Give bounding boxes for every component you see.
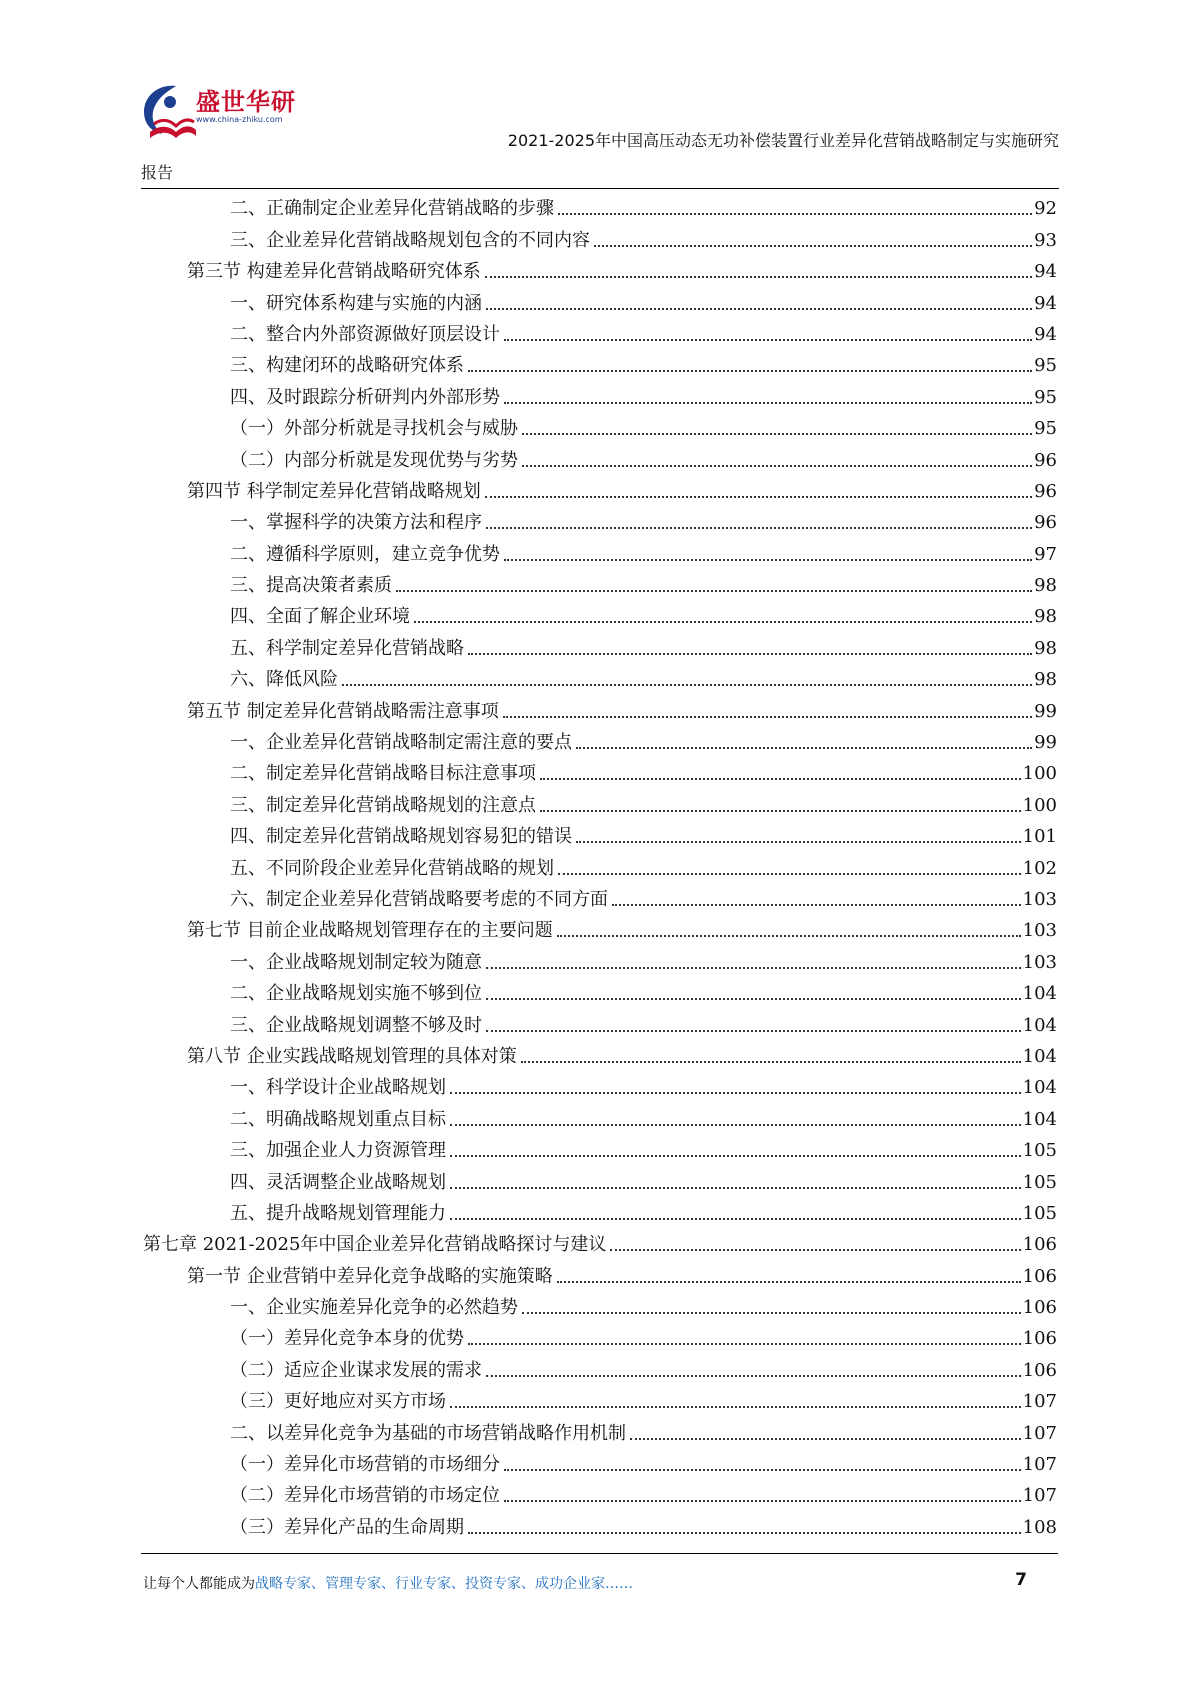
toc-entry-title: 第四节 科学制定差异化营销战略规划 bbox=[187, 480, 481, 502]
toc-entry-page: 98 bbox=[1034, 669, 1057, 691]
toc-entry-page: 96 bbox=[1034, 449, 1057, 471]
toc-entry[interactable] bbox=[143, 191, 1057, 222]
toc-entry-title: 四、全面了解企业环境 bbox=[230, 606, 410, 628]
toc-entry-title: 三、制定差异化营销战略规划的注意点 bbox=[230, 794, 536, 816]
toc-entry-page: 93 bbox=[1034, 229, 1057, 251]
toc-dot-leader bbox=[522, 433, 1032, 435]
toc-entry-title: （一）外部分析就是寻找机会与威胁 bbox=[230, 418, 518, 440]
toc-dot-leader bbox=[540, 810, 1021, 812]
toc-entry-page: 96 bbox=[1034, 480, 1057, 502]
toc-dot-leader bbox=[468, 1343, 1021, 1345]
toc-entry[interactable] bbox=[143, 1447, 1057, 1478]
toc-entry-title: 五、提升战略规划管理能力 bbox=[230, 1202, 446, 1224]
toc-entry[interactable] bbox=[143, 442, 1057, 473]
toc-dot-leader bbox=[504, 402, 1032, 404]
toc-entry[interactable] bbox=[143, 913, 1057, 944]
toc-dot-leader bbox=[486, 308, 1032, 310]
footer-slogan-highlight: 战略专家、管理专家、行业专家、投资专家、成功企业家…… bbox=[255, 1576, 633, 1592]
toc-dot-leader bbox=[522, 465, 1032, 467]
toc-dot-leader bbox=[342, 684, 1032, 686]
toc-entry-page: 106 bbox=[1022, 1359, 1057, 1381]
toc-entry[interactable] bbox=[143, 662, 1057, 693]
toc-entry[interactable] bbox=[143, 850, 1057, 881]
toc-entry-title: 二、明确战略规划重点目标 bbox=[230, 1108, 446, 1130]
toc-entry-title: 二、遵循科学原则，建立竞争优势 bbox=[230, 543, 500, 565]
book-swoosh-logo-icon bbox=[140, 82, 196, 146]
toc-entry[interactable] bbox=[143, 944, 1057, 975]
table-of-contents bbox=[143, 191, 1057, 1541]
toc-entry-page: 107 bbox=[1022, 1422, 1057, 1444]
toc-entry-title: 二、正确制定企业差异化营销战略的步骤 bbox=[230, 198, 554, 220]
toc-entry-page: 96 bbox=[1034, 512, 1057, 534]
toc-dot-leader bbox=[612, 904, 1021, 906]
toc-entry-page: 99 bbox=[1034, 732, 1057, 754]
toc-dot-leader bbox=[486, 527, 1032, 529]
toc-entry-title: 二、企业战略规划实施不够到位 bbox=[230, 983, 482, 1005]
toc-entry-title: 一、企业战略规划制定较为随意 bbox=[230, 951, 482, 973]
toc-entry[interactable] bbox=[143, 536, 1057, 567]
toc-entry-title: 三、提高决策者素质 bbox=[230, 575, 392, 597]
toc-entry-title: 三、构建闭环的战略研究体系 bbox=[230, 355, 464, 377]
toc-entry-page: 106 bbox=[1022, 1297, 1057, 1319]
toc-entry-page: 104 bbox=[1022, 1077, 1057, 1099]
toc-entry[interactable] bbox=[143, 1384, 1057, 1415]
toc-entry-page: 103 bbox=[1022, 920, 1057, 942]
toc-entry-page: 104 bbox=[1022, 983, 1057, 1005]
toc-entry-page: 104 bbox=[1022, 1108, 1057, 1130]
toc-entry-title: 三、加强企业人力资源管理 bbox=[230, 1140, 446, 1162]
toc-entry[interactable] bbox=[143, 756, 1057, 787]
toc-entry-title: 二、整合内外部资源做好顶层设计 bbox=[230, 323, 500, 345]
toc-dot-leader bbox=[610, 1249, 1020, 1251]
toc-entry-page: 102 bbox=[1022, 857, 1057, 879]
toc-dot-leader bbox=[630, 1438, 1021, 1440]
toc-entry-page: 101 bbox=[1022, 826, 1057, 848]
toc-entry-title: （三）更好地应对买方市场 bbox=[230, 1391, 446, 1413]
toc-entry[interactable] bbox=[143, 976, 1057, 1007]
footer-slogan bbox=[143, 1573, 633, 1593]
toc-dot-leader bbox=[485, 276, 1032, 278]
toc-dot-leader bbox=[468, 653, 1032, 655]
toc-entry-page: 97 bbox=[1034, 543, 1057, 565]
toc-entry-title: 五、不同阶段企业差异化营销战略的规划 bbox=[230, 857, 554, 879]
toc-entry-page: 100 bbox=[1022, 763, 1057, 785]
toc-dot-leader bbox=[594, 245, 1032, 247]
toc-dot-leader bbox=[504, 339, 1032, 341]
toc-entry[interactable] bbox=[143, 1133, 1057, 1164]
toc-entry[interactable] bbox=[143, 1478, 1057, 1509]
toc-entry-page: 95 bbox=[1034, 418, 1057, 440]
toc-entry-page: 105 bbox=[1022, 1171, 1057, 1193]
toc-entry[interactable] bbox=[143, 1070, 1057, 1101]
toc-entry-title: （二）内部分析就是发现优势与劣势 bbox=[230, 449, 518, 471]
toc-entry[interactable] bbox=[143, 1007, 1057, 1038]
toc-entry-page: 103 bbox=[1022, 951, 1057, 973]
toc-entry-page: 108 bbox=[1022, 1516, 1057, 1538]
toc-entry-page: 94 bbox=[1034, 323, 1057, 345]
toc-entry[interactable] bbox=[143, 254, 1057, 285]
toc-entry[interactable] bbox=[143, 474, 1057, 505]
toc-entry-title: 六、制定企业差异化营销战略要考虑的不同方面 bbox=[230, 888, 608, 910]
toc-dot-leader bbox=[450, 1406, 1021, 1408]
toc-entry-title: 六、降低风险 bbox=[230, 669, 338, 691]
toc-entry-title: 第八节 企业实践战略规划管理的具体对策 bbox=[187, 1045, 517, 1067]
toc-dot-leader bbox=[450, 1187, 1021, 1189]
toc-entry-page: 105 bbox=[1022, 1140, 1057, 1162]
toc-entry[interactable] bbox=[143, 693, 1057, 724]
footer-slogan-prefix: 让每个人都能成为 bbox=[143, 1576, 255, 1592]
toc-entry-title: 四、灵活调整企业战略规划 bbox=[230, 1171, 446, 1193]
logo-url: www.china-zhiku.com bbox=[196, 115, 283, 124]
toc-entry-page: 106 bbox=[1022, 1234, 1057, 1256]
toc-dot-leader bbox=[450, 1155, 1021, 1157]
toc-entry-page: 94 bbox=[1034, 261, 1057, 283]
toc-dot-leader bbox=[558, 213, 1032, 215]
toc-entry-title: （一）差异化竞争本身的优势 bbox=[230, 1328, 464, 1350]
toc-entry-title: 第一节 企业营销中差异化竞争战略的实施策略 bbox=[187, 1265, 553, 1287]
toc-entry-page: 98 bbox=[1034, 637, 1057, 659]
toc-entry-title: 二、以差异化竞争为基础的市场营销战略作用机制 bbox=[230, 1422, 626, 1444]
toc-entry-title: 四、及时跟踪分析研判内外部形势 bbox=[230, 386, 500, 408]
toc-entry-page: 104 bbox=[1022, 1014, 1057, 1036]
toc-dot-leader bbox=[540, 778, 1021, 780]
toc-dot-leader bbox=[504, 559, 1032, 561]
toc-entry[interactable] bbox=[143, 1352, 1057, 1383]
toc-dot-leader bbox=[558, 873, 1021, 875]
toc-entry-page: 106 bbox=[1022, 1265, 1057, 1287]
toc-entry-title: 一、企业差异化营销战略制定需注意的要点 bbox=[230, 732, 572, 754]
toc-entry-page: 107 bbox=[1022, 1485, 1057, 1507]
company-logo bbox=[140, 82, 340, 146]
toc-dot-leader bbox=[450, 1092, 1021, 1094]
toc-entry[interactable] bbox=[143, 1101, 1057, 1132]
toc-dot-leader bbox=[414, 621, 1032, 623]
toc-entry-page: 100 bbox=[1022, 794, 1057, 816]
header-divider bbox=[141, 188, 1059, 189]
toc-entry[interactable] bbox=[143, 411, 1057, 442]
toc-dot-leader bbox=[486, 1375, 1021, 1377]
toc-entry-page: 105 bbox=[1022, 1202, 1057, 1224]
toc-entry-title: 二、制定差异化营销战略目标注意事项 bbox=[230, 763, 536, 785]
toc-entry-title: （二）适应企业谋求发展的需求 bbox=[230, 1359, 482, 1381]
toc-entry-title: 第三节 构建差异化营销战略研究体系 bbox=[187, 261, 481, 283]
toc-entry-page: 98 bbox=[1034, 575, 1057, 597]
toc-entry[interactable] bbox=[143, 317, 1057, 348]
toc-dot-leader bbox=[468, 1532, 1021, 1534]
toc-entry[interactable] bbox=[143, 222, 1057, 253]
toc-entry-title: 四、制定差异化营销战略规划容易犯的错误 bbox=[230, 826, 572, 848]
toc-entry[interactable] bbox=[143, 285, 1057, 316]
footer-divider bbox=[141, 1553, 1058, 1554]
toc-dot-leader bbox=[521, 1061, 1021, 1063]
toc-entry[interactable] bbox=[143, 787, 1057, 818]
toc-entry[interactable] bbox=[143, 1039, 1057, 1070]
toc-dot-leader bbox=[396, 590, 1032, 592]
toc-entry-page: 104 bbox=[1022, 1045, 1057, 1067]
toc-entry-title: 一、研究体系构建与实施的内涵 bbox=[230, 292, 482, 314]
toc-entry[interactable] bbox=[143, 1196, 1057, 1227]
toc-entry[interactable] bbox=[143, 1290, 1057, 1321]
toc-entry-title: 第七章 2021-2025年中国企业差异化营销战略探讨与建议 bbox=[143, 1234, 607, 1256]
toc-dot-leader bbox=[485, 496, 1032, 498]
toc-entry[interactable] bbox=[143, 630, 1057, 661]
toc-entry-title: 三、企业战略规划调整不够及时 bbox=[230, 1014, 482, 1036]
toc-entry[interactable] bbox=[143, 819, 1057, 850]
toc-entry[interactable] bbox=[143, 348, 1057, 379]
toc-entry[interactable] bbox=[143, 1227, 1057, 1258]
toc-dot-leader bbox=[557, 1281, 1021, 1283]
toc-entry-title: 五、科学制定差异化营销战略 bbox=[230, 637, 464, 659]
toc-dot-leader bbox=[486, 967, 1021, 969]
toc-dot-leader bbox=[576, 841, 1021, 843]
report-title-continuation: 报告 bbox=[141, 163, 174, 182]
toc-entry-page: 107 bbox=[1022, 1454, 1057, 1476]
toc-entry-page: 99 bbox=[1034, 700, 1057, 722]
toc-dot-leader bbox=[503, 716, 1032, 718]
toc-entry-title: 第七节 目前企业战略规划管理存在的主要问题 bbox=[187, 920, 553, 942]
toc-entry-page: 107 bbox=[1022, 1391, 1057, 1413]
toc-entry[interactable] bbox=[143, 1509, 1057, 1540]
toc-dot-leader bbox=[504, 1500, 1021, 1502]
toc-entry-page: 103 bbox=[1022, 888, 1057, 910]
toc-entry-page: 106 bbox=[1022, 1328, 1057, 1350]
toc-entry[interactable] bbox=[143, 505, 1057, 536]
toc-dot-leader bbox=[522, 1312, 1021, 1314]
toc-entry-title: （三）差异化产品的生命周期 bbox=[230, 1516, 464, 1538]
toc-entry-page: 95 bbox=[1034, 386, 1057, 408]
toc-entry[interactable] bbox=[143, 1415, 1057, 1446]
page-number: 7 bbox=[1015, 1570, 1027, 1590]
toc-entry-page: 94 bbox=[1034, 292, 1057, 314]
toc-entry-title: （一）差异化市场营销的市场细分 bbox=[230, 1454, 500, 1476]
toc-entry-page: 95 bbox=[1034, 355, 1057, 377]
toc-entry[interactable] bbox=[143, 568, 1057, 599]
toc-entry-page: 92 bbox=[1034, 198, 1057, 220]
toc-entry[interactable] bbox=[143, 882, 1057, 913]
toc-entry[interactable] bbox=[143, 1321, 1057, 1352]
toc-entry[interactable] bbox=[143, 599, 1057, 630]
toc-entry-title: 第五节 制定差异化营销战略需注意事项 bbox=[187, 700, 499, 722]
toc-entry-title: 一、科学设计企业战略规划 bbox=[230, 1077, 446, 1099]
toc-dot-leader bbox=[450, 1218, 1021, 1220]
toc-dot-leader bbox=[486, 998, 1021, 1000]
toc-entry[interactable] bbox=[143, 725, 1057, 756]
toc-dot-leader bbox=[468, 370, 1032, 372]
toc-entry[interactable] bbox=[143, 1164, 1057, 1195]
toc-entry-title: 三、企业差异化营销战略规划包含的不同内容 bbox=[230, 229, 590, 251]
toc-entry[interactable] bbox=[143, 1258, 1057, 1289]
toc-entry[interactable] bbox=[143, 379, 1057, 410]
toc-entry-title: 一、企业实施差异化竞争的必然趋势 bbox=[230, 1297, 518, 1319]
toc-entry-title: 一、掌握科学的决策方法和程序 bbox=[230, 512, 482, 534]
report-title: 2021-2025年中国高压动态无功补偿装置行业差异化营销战略制定与实施研究 bbox=[507, 131, 1059, 150]
logo-name: 盛世华研 bbox=[196, 88, 296, 116]
toc-entry-page: 98 bbox=[1034, 606, 1057, 628]
toc-dot-leader bbox=[504, 1469, 1021, 1471]
toc-entry-title: （二）差异化市场营销的市场定位 bbox=[230, 1485, 500, 1507]
toc-dot-leader bbox=[557, 935, 1021, 937]
toc-dot-leader bbox=[576, 747, 1032, 749]
toc-dot-leader bbox=[450, 1124, 1021, 1126]
toc-dot-leader bbox=[486, 1030, 1021, 1032]
